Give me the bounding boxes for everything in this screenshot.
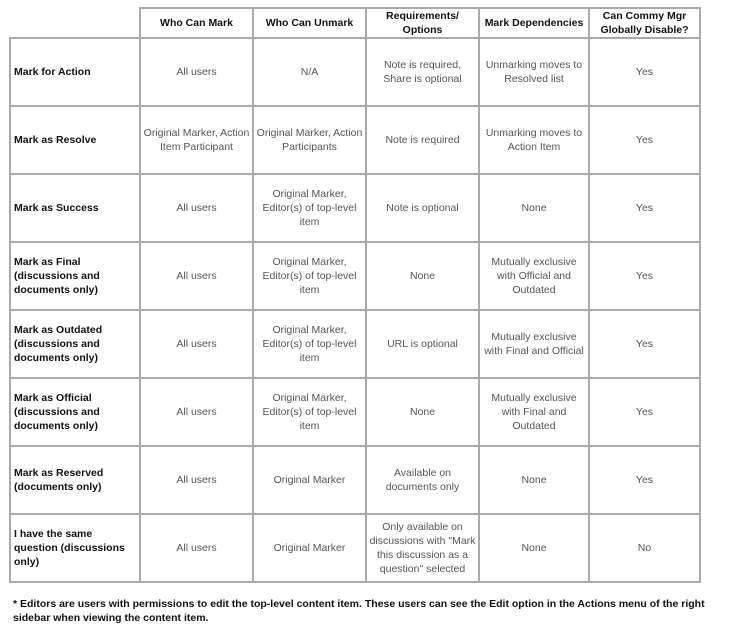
table-row (10, 38, 700, 106)
cell-requirements: URL is optional (366, 310, 479, 378)
cell-who-can-mark: All users (140, 446, 253, 514)
cell-who-can-unmark: Original Marker (253, 514, 366, 582)
col-header-global-disable: Can Commy Mgr Globally Disable? (589, 8, 700, 38)
row-label: Mark as Reserved (documents only) (10, 446, 140, 514)
header-row (10, 8, 700, 38)
cell-global-disable: Yes (589, 106, 700, 174)
cell-requirements: Note is optional (366, 174, 479, 242)
col-header-who-can-mark: Who Can Mark (140, 8, 253, 38)
table-row (10, 514, 700, 582)
cell-global-disable: Yes (589, 310, 700, 378)
cell-requirements: Note is required (366, 106, 479, 174)
cell-requirements: None (366, 242, 479, 310)
footnote: * Editors are users with permissions to edit the top-level content item. These users can see the Edit option in the Actions menu of the right sidebar when viewing the content item. (13, 598, 705, 624)
cell-dependencies: Unmarking moves to Resolved list (479, 38, 589, 106)
cell-dependencies: None (479, 514, 589, 582)
cell-dependencies: Mutually exclusive with Official and Outdated (479, 242, 589, 310)
cell-who-can-unmark: Original Marker, Editor(s) of top-level item (253, 378, 366, 446)
cell-global-disable: Yes (589, 446, 700, 514)
row-label: Mark for Action (10, 38, 140, 106)
cell-who-can-unmark: Original Marker, Action Participants (253, 106, 366, 174)
col-header-who-can-unmark: Who Can Unmark (253, 8, 366, 38)
cell-who-can-unmark: N/A (253, 38, 366, 106)
col-header-requirements: Requirements/ Options (366, 8, 479, 38)
cell-dependencies: Mutually exclusive with Final and Official (479, 310, 589, 378)
cell-requirements: Available on documents only (366, 446, 479, 514)
cell-dependencies: None (479, 174, 589, 242)
cell-who-can-mark: All users (140, 378, 253, 446)
cell-global-disable: Yes (589, 38, 700, 106)
corner-cell (10, 8, 140, 38)
cell-who-can-mark: All users (140, 242, 253, 310)
cell-requirements: None (366, 378, 479, 446)
cell-requirements: Note is required, Share is optional (366, 38, 479, 106)
table-row (10, 310, 700, 378)
cell-who-can-mark: All users (140, 514, 253, 582)
cell-who-can-unmark: Original Marker, Editor(s) of top-level item (253, 174, 366, 242)
cell-who-can-mark: All users (140, 174, 253, 242)
table-row (10, 378, 700, 446)
cell-who-can-unmark: Original Marker, Editor(s) of top-level item (253, 242, 366, 310)
cell-dependencies: Mutually exclusive with Final and Outdated (479, 378, 589, 446)
cell-who-can-unmark: Original Marker, Editor(s) of top-level item (253, 310, 366, 378)
row-label: Mark as Official (discussions and documents only) (10, 378, 140, 446)
table-row (10, 242, 700, 310)
cell-who-can-mark: All users (140, 310, 253, 378)
col-header-dependencies: Mark Dependencies (479, 8, 589, 38)
cell-who-can-mark: All users (140, 38, 253, 106)
cell-dependencies: Unmarking moves to Action Item (479, 106, 589, 174)
row-label: Mark as Final (discussions and documents only) (10, 242, 140, 310)
table-row (10, 174, 700, 242)
row-label: Mark as Resolve (10, 106, 140, 174)
cell-who-can-unmark: Original Marker (253, 446, 366, 514)
row-label: I have the same question (discussions only) (10, 514, 140, 582)
permissions-table (9, 7, 701, 583)
row-label: Mark as Outdated (discussions and documents only) (10, 310, 140, 378)
cell-global-disable: Yes (589, 174, 700, 242)
table-row (10, 106, 700, 174)
cell-dependencies: None (479, 446, 589, 514)
cell-who-can-mark: Original Marker, Action Item Participant (140, 106, 253, 174)
cell-requirements: Only available on discussions with "Mark this discussion as a question" selected (366, 514, 479, 582)
row-label: Mark as Success (10, 174, 140, 242)
table-row (10, 446, 700, 514)
cell-global-disable: Yes (589, 242, 700, 310)
cell-global-disable: No (589, 514, 700, 582)
cell-global-disable: Yes (589, 378, 700, 446)
